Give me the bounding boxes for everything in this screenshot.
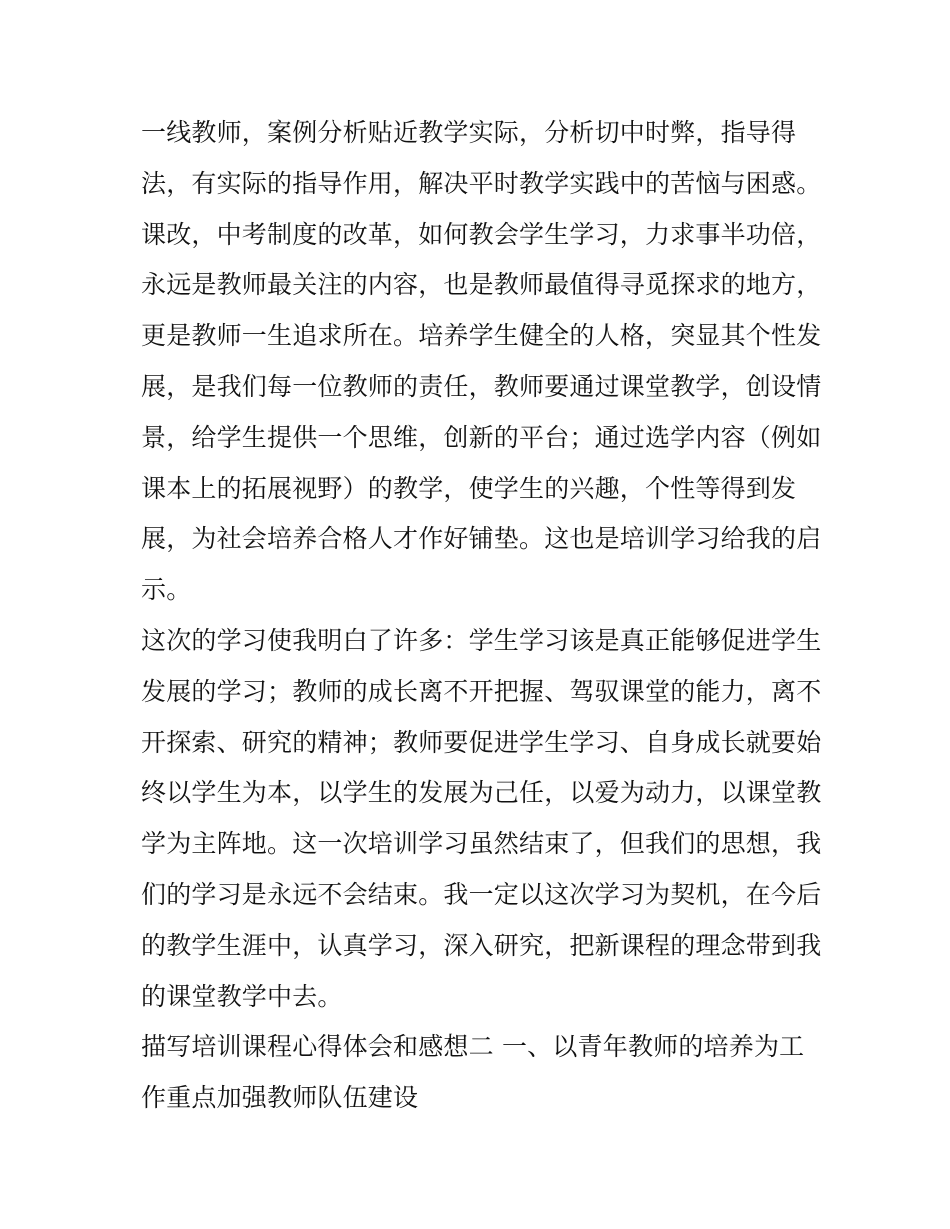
text-line: 更是教师一生追求所在。培养学生健全的人格，突显其个性发: [141, 321, 822, 351]
text-line: 课本上的拓展视野）的教学，使学生的兴趣，个性等得到发: [141, 473, 797, 503]
text-line: 展，是我们每一位教师的责任，教师要通过课堂教学，创设情: [141, 371, 822, 401]
text-line: 的教学生涯中，认真学习，深入研究，把新课程的理念带到我: [141, 930, 822, 960]
text-line: 终以学生为本，以学生的发展为己任，以爱为动力，以课堂教: [141, 778, 822, 808]
text-line: 永远是教师最关注的内容，也是教师最值得寻觅探求的地方，: [141, 270, 822, 300]
text-line: 展，为社会培养合格人才作好铺垫。这也是培训学习给我的启: [141, 524, 822, 554]
document-body: [141, 108, 821, 1124]
section-heading-line: 描写培训课程心得体会和感想二 一、以青年教师的培养为工: [141, 1032, 805, 1062]
text-line: 们的学习是永远不会结束。我一定以这次学习为契机，在今后: [141, 879, 822, 909]
text-line: 这次的学习使我明白了许多：学生学习该是真正能够促进学生: [141, 625, 822, 655]
text-line: 法，有实际的指导作用，解决平时教学实践中的苦恼与困惑。: [141, 168, 822, 198]
text-line: 景，给学生提供一个思维，创新的平台；通过选学内容（例如: [141, 422, 822, 452]
text-line: 课改，中考制度的改革，如何教会学生学习，力求事半功倍，: [141, 219, 822, 249]
text-line: 学为主阵地。这一次培训学习虽然结束了，但我们的思想，我: [141, 829, 822, 859]
text-line: 示。: [141, 575, 192, 605]
section-heading-line: 作重点加强教师队伍建设: [141, 1083, 419, 1113]
text-line: 的课堂教学中去。: [141, 981, 343, 1011]
text-line: 开探索、研究的精神；教师要促进学生学习、自身成长就要始: [141, 727, 822, 757]
text-line: 发展的学习；教师的成长离不开把握、驾驭课堂的能力，离不: [141, 676, 822, 706]
text-line: 一线教师，案例分析贴近教学实际，分析切中时弊，指导得: [141, 118, 797, 147]
